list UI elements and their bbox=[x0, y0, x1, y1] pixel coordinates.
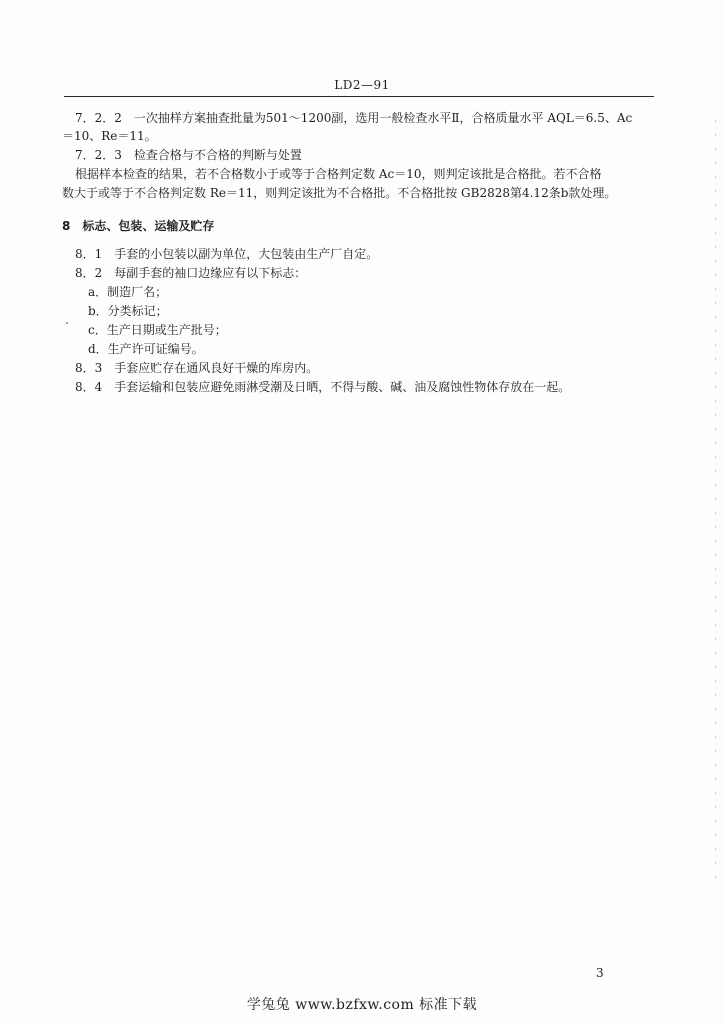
clause-7-2-3-title: 7．2．3 检查合格与不合格的判断与处置 bbox=[75, 148, 302, 162]
document-header-code: LD2—91 bbox=[334, 78, 390, 92]
list-item-a: a．制造厂名； bbox=[88, 285, 168, 299]
header-rule bbox=[64, 96, 654, 97]
list-item-d: d．生产许可证编号。 bbox=[88, 342, 204, 356]
page-number: 3 bbox=[596, 966, 604, 980]
list-item-b: b．分类标记； bbox=[88, 304, 168, 318]
clause-7-2-2-line-1: 7．2．2 一次抽样方案抽查批量为501～1200副，选用一般检查水平Ⅱ，合格质量水平 AQL＝6.5、Ac bbox=[75, 111, 633, 125]
clause-7-2-2-line-2: ＝10、Re＝11。 bbox=[62, 129, 157, 143]
scan-edge-marks bbox=[715, 120, 716, 880]
footer-watermark: 学兔兔 www.bzfxw.com 标准下载 bbox=[246, 997, 478, 1013]
clause-7-2-3-line-1: 根据样本检查的结果，若不合格数小于或等于合格判定数 Ac＝10，则判定该批是合格批。若不合格 bbox=[75, 167, 602, 181]
list-item-c: c．生产日期或生产批号； bbox=[88, 323, 227, 337]
clause-7-2-3-line-2: 数大于或等于不合格判定数 Re＝11，则判定该批为不合格批。不合格批按 GB2828第4.12条b款处理。 bbox=[62, 186, 617, 200]
clause-8-3: 8．3 手套应贮存在通风良好干燥的库房内。 bbox=[75, 361, 319, 375]
clause-8-1: 8．1 手套的小包装以副为单位，大包装由生产厂自定。 bbox=[75, 247, 379, 261]
section-8-heading: 8 标志、包装、运输及贮存 bbox=[62, 219, 215, 233]
margin-dot bbox=[66, 322, 68, 324]
clause-8-2: 8．2 每副手套的袖口边缘应有以下标志： bbox=[75, 266, 307, 280]
clause-8-4: 8．4 手套运输和包装应避免雨淋受潮及日晒，不得与酸、碱、油及腐蚀性物体存放在一起。 bbox=[75, 380, 571, 394]
